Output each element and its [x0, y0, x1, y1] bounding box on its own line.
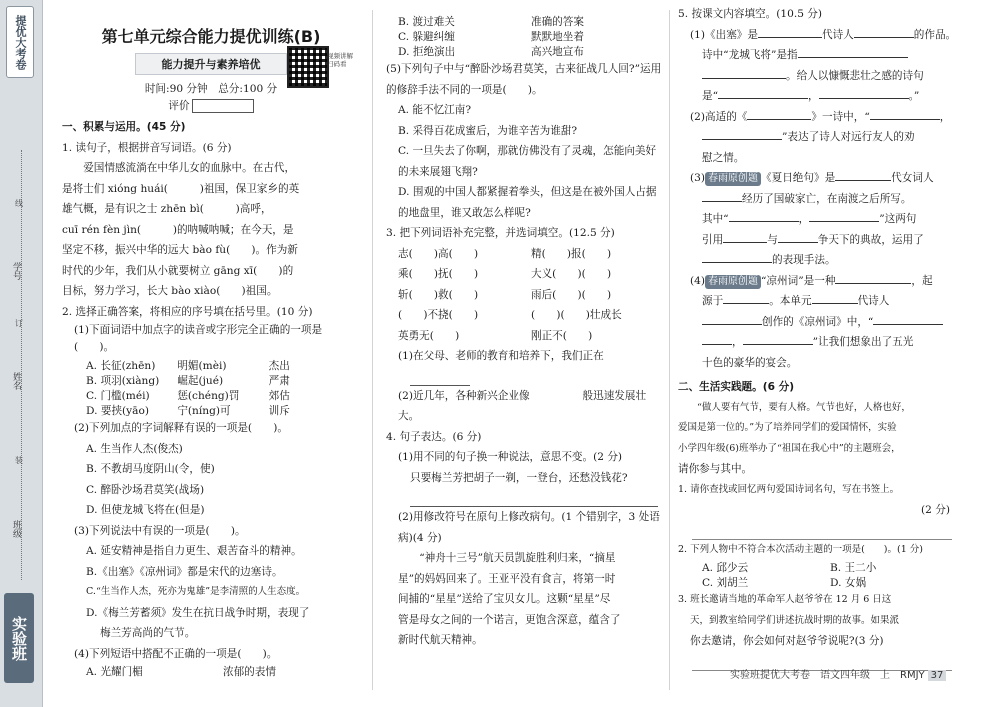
option: B. 采得百花成蜜后，为谁辛苦为谁甜?: [398, 124, 578, 137]
option-row: B. 渡过难关 准确的答案: [398, 16, 584, 28]
passage-line: 时代的少年，我们从小就要树立 gāng xī( )的: [62, 264, 294, 277]
field-student-id: 学号: [11, 262, 21, 280]
option: C. 醉卧沙场君莫笑(战场): [86, 483, 205, 496]
question-title: 4. 句子表达。(6 分): [386, 430, 482, 443]
fill-line: 慰之情。: [702, 151, 745, 164]
passage-line: 目标，努力学习，长大 bào xiào( )祖国。: [62, 285, 278, 297]
fill-line: (1)《出塞》是 代诗人 的作品。: [678, 25, 958, 46]
brand-badge: 实验班: [4, 593, 34, 683]
footer-text: 实验班提优大考卷 语文四年级 上 RMJY: [730, 670, 925, 681]
fill-line: 的表现手法。: [678, 250, 958, 271]
page-title: 第七单元综合能力提优训练(B): [101, 27, 321, 46]
blank[interactable]: [835, 271, 911, 284]
section-banner: 能力提升与素养培优: [135, 53, 287, 75]
page-footer: [730, 666, 955, 681]
fill-line: 创作的《凉州词》中，“: [678, 312, 958, 333]
qr-code[interactable]: [287, 46, 329, 88]
option: A. 能不忆江南?: [398, 104, 472, 116]
blank[interactable]: [873, 312, 943, 325]
score-box[interactable]: [192, 99, 254, 113]
blank[interactable]: [812, 291, 858, 304]
blank[interactable]: [702, 332, 732, 345]
column-middle: [386, 8, 664, 651]
blank[interactable]: [702, 127, 782, 140]
question-title: 1. 读句子，根据拼音写词语。(6 分): [62, 141, 232, 154]
option: C.“生当作人杰，死亦为鬼雄”是李清照的人生态度。: [86, 586, 306, 597]
seal-line: [21, 150, 22, 580]
blank[interactable]: [702, 312, 762, 325]
fill-line: ， ”让我们想象出了五光: [678, 332, 958, 353]
option-row: C. 躲避纠缠 默默地坐着: [398, 31, 584, 43]
option: D. 围观的中国人都紧握着拳头，但这是在被外国人占据的地盘里，谁又敢怎么样呢?: [398, 186, 657, 219]
sub-question: (2)近几年，各种新兴企业像 般迅速发展壮大。: [398, 389, 647, 422]
qr-caption: 视频讲解 扫码看: [327, 52, 353, 68]
fill-line: 经历了国破家亡，在南渡之后所写。: [678, 189, 958, 210]
answer-line[interactable]: [692, 521, 952, 540]
option: A. 延安精神是指自力更生、艰苦奋斗的精神。: [86, 545, 302, 557]
score-label: 评价: [168, 100, 190, 112]
blank[interactable]: [798, 45, 908, 58]
seal-mark: 线: [15, 199, 23, 208]
fill-line: 是“ ， 。”: [678, 86, 958, 107]
brand-tab: 提优大考卷: [6, 6, 34, 78]
option-row: D. 要挟(yāo) 宁(níng)可 训斥: [86, 405, 290, 417]
fill-line: (4) 春雨原创题 “凉州词”是一种 ，起: [678, 271, 958, 292]
blank[interactable]: [747, 107, 811, 120]
passage-line: 星”的妈妈回来了。王亚平没有食言，将第一时: [398, 572, 616, 585]
blank[interactable]: [758, 25, 822, 38]
sub-question: (4)下列短语中搭配不正确的一项是( )。: [74, 647, 278, 660]
column-divider: [669, 10, 670, 690]
fill-line: 源于 。本单元 代诗人: [678, 291, 958, 312]
passage-line: 请你参与其中。: [678, 463, 753, 475]
original-question-tag: 春雨原创题: [705, 172, 761, 186]
question-title: 1. 请你查找或回忆两句爱国诗词名句，写在书签上。: [678, 483, 900, 495]
option-row: A. 长征(zhēn) 明媚(mèi) 杰出: [86, 360, 290, 372]
passage-line: 雄气概，是有识之士 zhēn bì( )高呼，: [62, 203, 272, 215]
fill-line: (2)高适的《 》一诗中，“ ，: [678, 107, 958, 128]
fill-line: 引用 与 争天下的典故，运用了: [678, 230, 958, 251]
blank[interactable]: [718, 86, 808, 99]
passage-line: 新时代航天精神。: [398, 634, 483, 646]
seal-mark: 订: [15, 319, 23, 328]
passage-line: 爱国情感流淌在中华儿女的血脉中。在古代，: [83, 162, 296, 174]
blank[interactable]: [819, 86, 909, 99]
seal-mark: 装: [15, 456, 23, 465]
option-row: A. 光耀门楣 浓郁的表情: [86, 666, 276, 678]
option-row: C. 门槛(méi) 惩(chéng)罚 郊估: [86, 390, 290, 402]
exam-meta: 时间:90 分钟 总分:100 分: [144, 83, 278, 95]
option-row: B. 项羽(xiàng) 崛起(jué) 严肃: [86, 375, 290, 387]
passage-line: 爱国是第一位的。”为了培养同学们的爱国情怀，实验: [678, 422, 897, 433]
sub-question: (3)下列说法中有误的一项是( )。: [74, 524, 246, 537]
field-name: 姓名: [11, 372, 21, 390]
option-row: D. 拒绝演出 高兴地宣布: [398, 46, 584, 58]
option: B. 不教胡马度阴山(令，使): [86, 463, 215, 475]
sub-question: (2)用修改符号在原句上修改病句。(1 个错别字，3 处语病)(4 分): [398, 511, 660, 544]
column-divider: [372, 10, 373, 690]
blank[interactable]: [870, 107, 940, 120]
blank[interactable]: [743, 332, 813, 345]
option-row: C. 刘胡兰 D. 女娲: [702, 577, 867, 589]
fill-line: 十色的豪华的宴会。: [702, 356, 798, 369]
score-row: [62, 98, 360, 113]
sentence: 只要梅兰芳把胡子一剃，一登台，还愁没钱花?: [410, 471, 628, 484]
question-title: 2. 下列人物中不符合本次活动主题的一项是( )。(1 分): [678, 543, 923, 555]
page-number: 37: [928, 670, 947, 681]
fill-line: 其中“ ， ”这两句: [678, 209, 958, 230]
blank[interactable]: [723, 291, 769, 304]
option-row: A. 邱少云 B. 王二小: [702, 562, 877, 574]
question-title: 3. 班长邀请当地的革命军人赵爷爷在 12 月 6 日这: [678, 594, 892, 605]
fill-line: (3) 春雨原创题 《夏日绝句》是 代女词人: [678, 168, 958, 189]
fill-line: 诗中“龙城飞将”是指: [678, 45, 958, 66]
column-right: [678, 8, 958, 671]
blank[interactable]: [729, 209, 799, 222]
option-continued: 梅兰芳高尚的气节。: [100, 627, 196, 639]
question-line: 你去邀请，你会如何对赵爷爷说呢?(3 分): [690, 635, 884, 647]
blank[interactable]: [835, 168, 891, 181]
blank[interactable]: [809, 209, 879, 222]
passage-line: 管是母女之间的一个诺言，更饱含深意，蕴含了: [398, 613, 621, 626]
field-class: 班级: [11, 520, 21, 538]
question-title: 5. 按课文内容填空。(10.5 分): [678, 8, 823, 20]
sub-question: (2)下列加点的字词解释有误的一项是( )。: [74, 422, 288, 434]
option: A. 生当作人杰(俊杰): [86, 442, 183, 455]
option: D.《梅兰芳蓄须》发生在抗日战争时期，表现了: [86, 606, 310, 619]
blank[interactable]: [723, 230, 767, 243]
passage-line: cuī rén fèn jìn( )的呐喊呐喊；在今天，是: [62, 223, 294, 236]
question-line: 天，到教室给同学们讲述抗战时期的故事。如果派: [690, 614, 900, 626]
passage-line: 小学四年级(6)班举办了“祖国在我心中”的主题班会，: [678, 442, 901, 454]
fill-line: 。给人以慷慨悲壮之感的诗句: [678, 66, 958, 87]
section-heading: 一、积累与运用。(45 分): [62, 121, 186, 133]
blank[interactable]: [702, 66, 786, 79]
sub-question: (5)下列句子中与“醉卧沙场君莫笑，古来征战几人回?”运用的修辞手法不同的一项是( )。: [386, 63, 662, 96]
binding-strip: [0, 0, 43, 707]
blank[interactable]: [778, 230, 818, 243]
answer-line[interactable]: [410, 488, 658, 507]
passage-line: 间捕的“星星”送给了宝贝女儿。这颗“星星”尽: [398, 593, 611, 605]
fill-line: ”表达了诗人对远行友人的劝: [678, 127, 958, 148]
sub-question: (1)在父母、老师的教育和培养下，我们正在: [398, 350, 604, 362]
points: (2 分): [921, 504, 950, 516]
question-title: 3. 把下列词语补充完整，并选词填空。(12.5 分): [386, 227, 615, 239]
blank[interactable]: [854, 25, 914, 38]
option: C. 一旦失去了你啊，那就仿佛没有了灵魂，怎能向美好的未来展翅飞翔?: [398, 145, 657, 178]
section-heading: 二、生活实践题。(6 分): [678, 381, 795, 393]
passage-line: 坚定不移，振兴中华的远大 bào fù( )。作为新: [62, 244, 298, 256]
option: B.《出塞》《凉州词》都是宋代的边塞诗。: [86, 565, 283, 578]
passage-line: “神舟十三号”航天员凯旋胜利归来，“摘星: [419, 552, 616, 564]
option: D. 但使龙城飞将在(但是): [86, 504, 205, 516]
blank[interactable]: [702, 189, 742, 202]
passage-line: “做人要有气节，要有人格。气节也好，人格也好，: [697, 401, 911, 413]
sub-question: (1)用不同的句子换一种说法，意思不变。(2 分): [398, 451, 623, 463]
column-left: [62, 8, 360, 679]
idiom-grid: 志( )高( ) 精( )报( ) 乘( )抚( ) 大义( )( ) 斩( )救( ) 雨后( )( ) ( )不挠( ) ( )( )壮成长 英勇无( ) 刚正不( ): [398, 247, 622, 342]
blank[interactable]: [702, 250, 772, 263]
sub-question: (1)下面词语中加点字的读音或字形完全正确的一项是( )。: [74, 324, 323, 353]
question-title: 2. 选择正确答案，将相应的序号填在括号里。(10 分): [62, 305, 313, 318]
answer-line[interactable]: [410, 367, 470, 386]
original-question-tag: 春雨原创题: [705, 275, 761, 289]
passage-line: 是将士们 xióng huái( )祖国，保卫家乡的英: [62, 182, 300, 195]
